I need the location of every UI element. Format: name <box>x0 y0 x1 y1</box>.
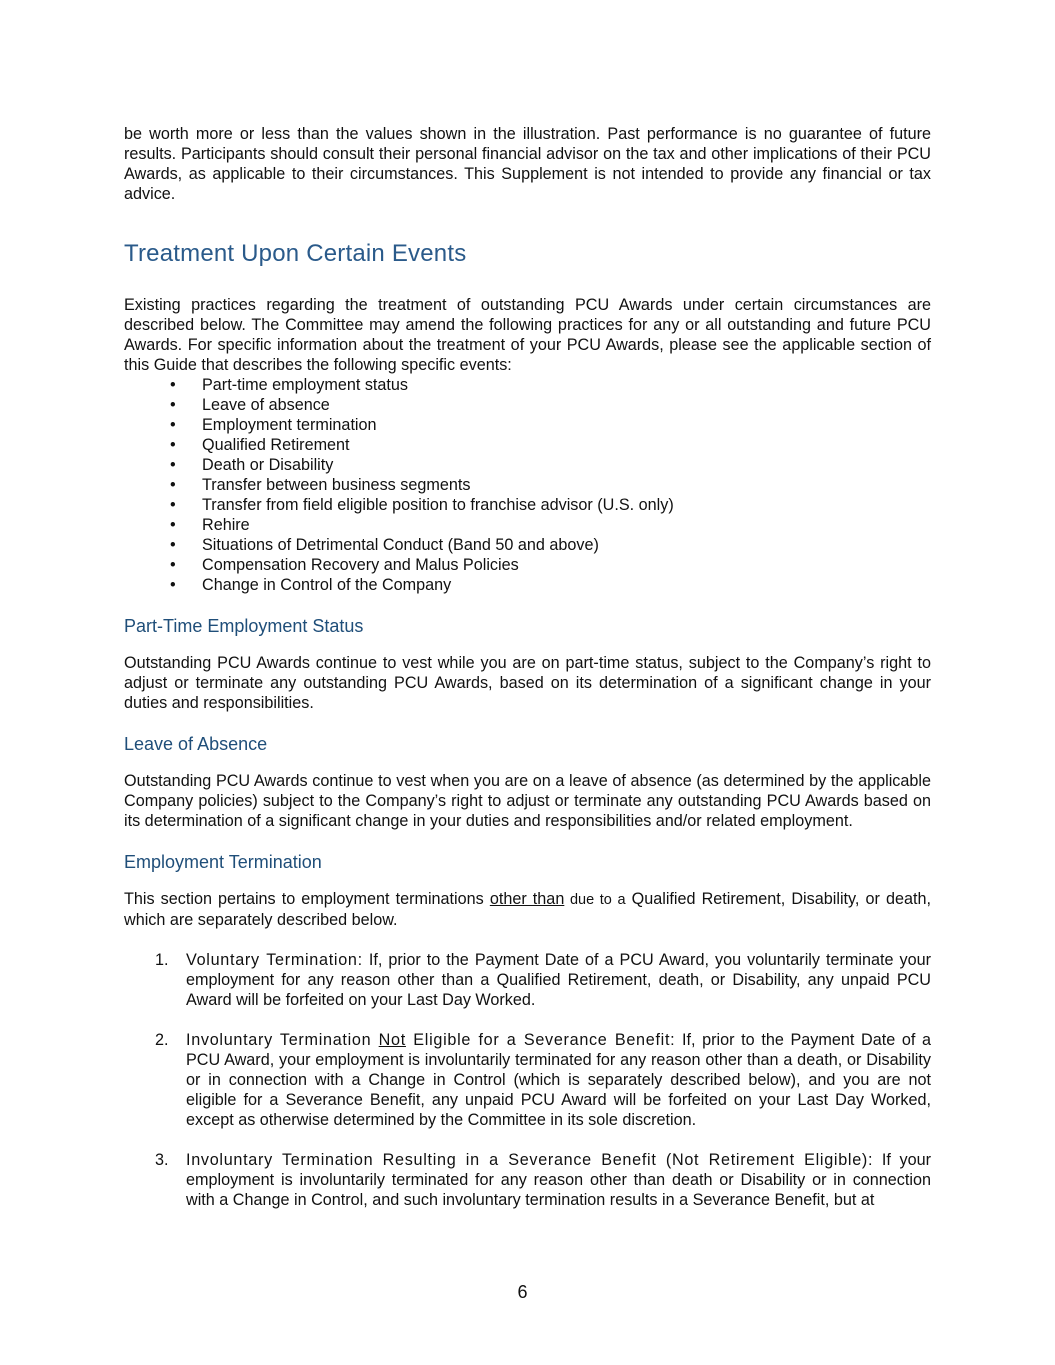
bullet: • <box>170 456 176 474</box>
leave-paragraph: Outstanding PCU Awards continue to vest when you are on a leave of absence (as determined by the applicable Company policies) subject to the Company’s right to adjust or terminate any outstanding PCU Awards based on its determination of a significant change in your duties and responsibilities and/or related employment. <box>124 772 931 830</box>
list-number: 2. <box>155 1031 169 1049</box>
bullet: • <box>170 476 176 494</box>
intro-paragraph: be worth more or less than the values shown in the illustration. Past performance is no guarantee of future results. Participants should consult their personal financial advisor on the tax and other implications of their PCU Awards, as applicable to their circumstances. This Supplement is not intended to provide any financial or tax advice. <box>124 125 931 203</box>
list-item: • Rehire <box>170 516 250 534</box>
document-page <box>124 124 931 1230</box>
bullet: • <box>170 376 176 394</box>
bullet: • <box>170 436 176 454</box>
list-item: 3. Involuntary Termination Resulting in a Severance Benefit (Not Retirement Eligible): If your employment is involuntarily terminated for any reason other than death or Disability or in connection with a Change in Control, and such involuntary termination results in a Severance Benefit, but at <box>155 1151 931 1209</box>
item-lead: Involuntary Termination <box>186 1031 379 1049</box>
bullet: • <box>170 396 176 414</box>
list-item: • Leave of absence <box>170 396 330 414</box>
list-item: • Situations of Detrimental Conduct (Band 50 and above) <box>170 536 599 554</box>
section-paragraph: Existing practices regarding the treatment of outstanding PCU Awards under certain circumstances are described below. The Committee may amend the following practices for any or all outstanding and future PCU Awards. For specific information about the treatment of your PCU Awards, please see the applicable section of this Guide that describes the following specific events: <box>124 296 931 374</box>
list-item: • Part-time employment status <box>170 376 409 394</box>
list-item: • Qualified Retirement <box>170 436 350 454</box>
item-lead: Involuntary Termination Resulting in a Severance Benefit (Not Retirement Eligible): <box>186 1151 874 1169</box>
underlined-text: Not <box>378 1031 406 1049</box>
part-time-heading: Part-Time Employment Status <box>124 616 364 636</box>
list-item: 2. Involuntary Termination Not Eligible for a Severance Benefit: If, prior to the Payment Date of a PCU Award, your employment is involuntarily terminated for any reason other than a death, or Disability or in connection with a Change in Control (which is separately described below), and you are not eligible for a Severance Benefit, any unpaid PCU Award will be forfeited on your Last Day Worked, except as otherwise determined by the Committee in its sole discretion. <box>155 1031 931 1129</box>
leave-heading: Leave of Absence <box>124 734 268 754</box>
bullet: • <box>170 556 176 574</box>
item-lead: Voluntary Termination: <box>186 951 363 969</box>
list-item: • Change in Control of the Company <box>170 576 452 594</box>
list-number: 1. <box>155 951 169 969</box>
bullet: • <box>170 496 176 514</box>
list-item: 1. Voluntary Termination: If, prior to the Payment Date of a PCU Award, you voluntarily terminate your employment for any reason other than a Qualified Retirement, death, or Disability, any unpaid PCU Award will be forfeited on your Last Day Worked. <box>155 951 932 1009</box>
bullet: • <box>170 576 176 594</box>
bullet: • <box>170 536 176 554</box>
termination-list <box>124 950 931 1210</box>
page-number: 6 <box>517 1282 528 1302</box>
list-item: • Transfer between business segments <box>170 476 471 494</box>
list-number: 3. <box>155 1151 169 1169</box>
list-item: • Transfer from field eligible position to franchise advisor (U.S. only) <box>170 496 674 514</box>
bullet: • <box>170 516 176 534</box>
termination-intro: This section pertains to employment terminations other than due to a Qualified Retirement, Disability, or death, which are separately described below. <box>124 890 931 929</box>
list-item: • Employment termination <box>170 416 377 434</box>
list-item: • Death or Disability <box>170 456 334 474</box>
section-title: Treatment Upon Certain Events <box>124 240 467 267</box>
underlined-text: other than <box>489 890 565 908</box>
part-time-paragraph: Outstanding PCU Awards continue to vest while you are on part-time status, subject to the Company’s right to adjust or terminate any outstanding PCU Awards, based on its determination of a significant change in your duties and responsibilities. <box>124 654 931 712</box>
list-item: • Compensation Recovery and Malus Policies <box>170 556 519 574</box>
events-list <box>124 375 931 595</box>
termination-heading: Employment Termination <box>124 852 322 872</box>
bullet: • <box>170 416 176 434</box>
